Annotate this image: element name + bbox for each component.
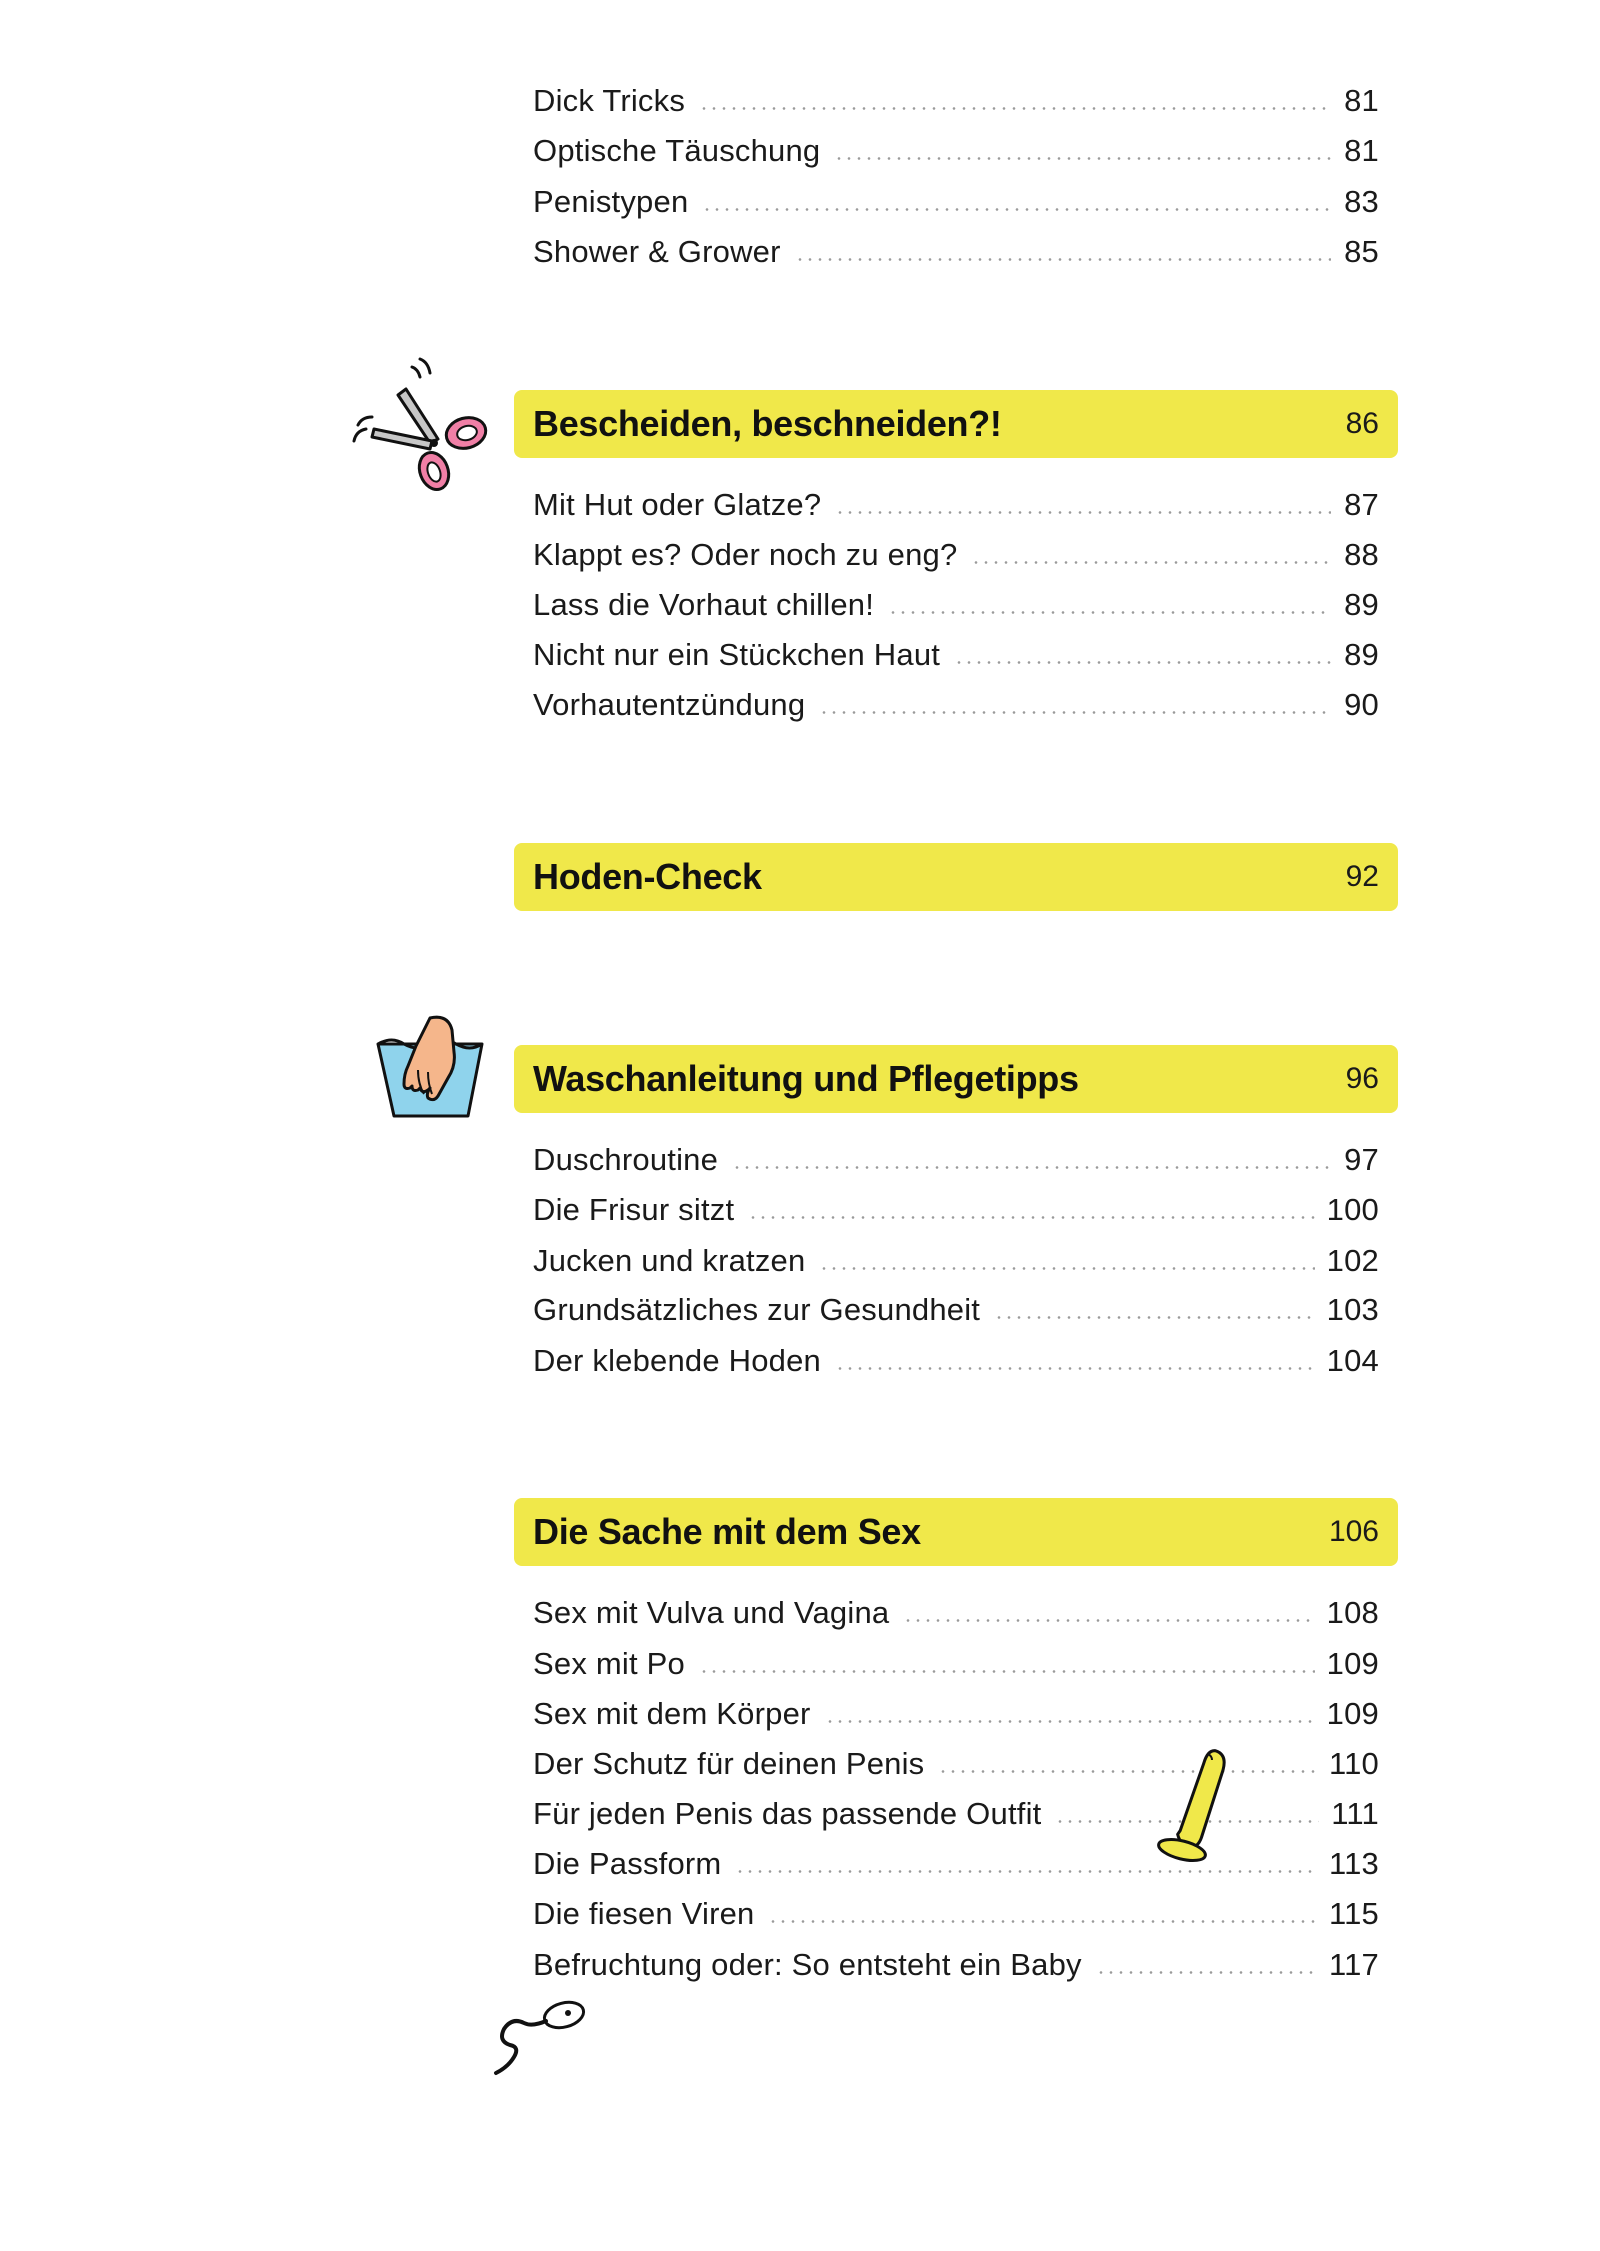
toc-entry[interactable] (533, 126, 1379, 176)
dot-leader (954, 661, 1331, 664)
toc-entry-title: Sex mit dem Körper (533, 1696, 811, 1731)
toc-entry-title: Der klebende Hoden (533, 1343, 821, 1378)
toc-entry-page: 104 (1326, 1343, 1379, 1378)
toc-entry[interactable] (533, 1739, 1379, 1789)
toc-entry-title: Jucken und kratzen (533, 1243, 806, 1278)
dot-leader (699, 107, 1331, 110)
toc-entry-page: 81 (1344, 133, 1379, 168)
toc-entry-title: Penistypen (533, 184, 689, 219)
chapter-title: Die Sache mit dem Sex (533, 1511, 921, 1552)
toc-entry-title: Klappt es? Oder noch zu eng? (533, 537, 958, 572)
toc-entry-page: 110 (1328, 1746, 1379, 1781)
chapter-page: 106 (1328, 1515, 1379, 1548)
toc-entry[interactable] (533, 1889, 1379, 1939)
chapter-title: Waschanleitung und Pflegetipps (533, 1058, 1079, 1099)
dot-leader (732, 1166, 1331, 1169)
toc-entry[interactable] (533, 1285, 1379, 1335)
toc-entry[interactable] (533, 1839, 1379, 1889)
dot-leader (748, 1216, 1314, 1219)
dot-leader (835, 511, 1331, 514)
dot-leader (835, 1367, 1315, 1370)
toc-entry[interactable] (533, 1940, 1379, 1990)
condom-icon (1152, 1744, 1232, 1868)
chapter-page: 92 (1345, 860, 1379, 893)
toc-entry-page: 109 (1326, 1696, 1379, 1731)
toc-entry-page: 115 (1328, 1896, 1379, 1931)
toc-entry-title: Die fiesen Viren (533, 1896, 755, 1931)
dot-leader (819, 711, 1331, 714)
toc-entry-title: Grundsätzliches zur Gesundheit (533, 1292, 981, 1327)
toc-entry-title: Der Schutz für deinen Penis (533, 1746, 925, 1781)
toc-entry-page: 103 (1326, 1292, 1379, 1327)
toc-entry-title: Lass die Vorhaut chillen! (533, 587, 875, 622)
toc-entry[interactable] (533, 1789, 1379, 1839)
toc-entry-page: 90 (1344, 687, 1379, 722)
toc-entry-page: 89 (1344, 637, 1379, 672)
toc-entry[interactable] (533, 1135, 1379, 1185)
toc-entry-page: 87 (1344, 487, 1379, 522)
hand-in-water-basin-icon (372, 1012, 488, 1120)
toc-entry[interactable] (533, 1236, 1379, 1286)
toc-entry[interactable] (533, 1185, 1379, 1235)
toc-entry-title: Duschroutine (533, 1142, 719, 1177)
toc-entry[interactable] (533, 1588, 1379, 1638)
chapter-heading[interactable] (514, 390, 1398, 458)
dot-leader (834, 157, 1331, 160)
toc-entry[interactable] (533, 76, 1379, 126)
toc-entry[interactable] (533, 530, 1379, 580)
dot-leader (819, 1267, 1314, 1270)
toc-entry-page: 97 (1344, 1142, 1379, 1177)
dot-leader (768, 1920, 1316, 1923)
sperm-icon (486, 1995, 590, 2081)
dot-leader (735, 1870, 1317, 1873)
toc-entry-page: 88 (1344, 537, 1379, 572)
chapter-title: Hoden-Check (533, 856, 762, 897)
dot-leader (903, 1619, 1314, 1622)
chapter-page: 96 (1345, 1062, 1379, 1095)
dot-leader (888, 611, 1331, 614)
toc-entry[interactable] (533, 630, 1379, 680)
toc-entry-title: Befruchtung oder: So entsteht ein Baby (533, 1947, 1082, 1982)
toc-entry-title: Die Passform (533, 1846, 722, 1881)
toc-entry-title: Dick Tricks (533, 83, 686, 118)
toc-entry[interactable] (533, 1336, 1379, 1386)
toc-entry-page: 89 (1344, 587, 1379, 622)
toc-entry[interactable] (533, 480, 1379, 530)
toc-entry-title: Sex mit Po (533, 1646, 685, 1681)
toc-entry-title: Optische Täuschung (533, 133, 821, 168)
dot-leader (971, 561, 1331, 564)
toc-entry-page: 102 (1326, 1243, 1379, 1278)
toc-entry-page: 117 (1328, 1947, 1379, 1982)
dot-leader (1096, 1971, 1317, 1974)
toc-entry[interactable] (533, 227, 1379, 277)
toc-entry-title: Sex mit Vulva und Vagina (533, 1595, 890, 1630)
chapter-page: 86 (1345, 407, 1379, 440)
toc-entry-title: Nicht nur ein Stückchen Haut (533, 637, 941, 672)
dot-leader (938, 1770, 1317, 1773)
toc-entry-title: Für jeden Penis das passende Outfit (533, 1796, 1042, 1831)
chapter-heading[interactable] (514, 843, 1398, 911)
toc-entry-page: 81 (1344, 83, 1379, 118)
toc-entry[interactable] (533, 1689, 1379, 1739)
chapter-heading[interactable] (514, 1045, 1398, 1113)
toc-entry-title: Mit Hut oder Glatze? (533, 487, 822, 522)
toc-entry-page: 83 (1344, 184, 1379, 219)
scissors-icon (350, 355, 500, 495)
toc-entry-title: Shower & Grower (533, 234, 781, 269)
toc-entry-page: 85 (1344, 234, 1379, 269)
dot-leader (994, 1316, 1315, 1319)
toc-entry-page: 108 (1326, 1595, 1379, 1630)
dot-leader (702, 208, 1331, 211)
toc-entry-page: 109 (1326, 1646, 1379, 1681)
toc-entry[interactable] (533, 580, 1379, 630)
toc-entry-title: Vorhautentzündung (533, 687, 806, 722)
dot-leader (795, 258, 1331, 261)
toc-entry[interactable] (533, 177, 1379, 227)
dot-leader (699, 1670, 1315, 1673)
chapter-title: Bescheiden, beschneiden?! (533, 403, 1002, 444)
chapter-heading[interactable] (514, 1498, 1398, 1566)
toc-entry-page: 100 (1326, 1192, 1379, 1227)
toc-entry-title: Die Frisur sitzt (533, 1192, 735, 1227)
toc-entry-page: 111 (1331, 1796, 1379, 1831)
dot-leader (825, 1720, 1315, 1723)
toc-entry[interactable] (533, 1639, 1379, 1689)
toc-entry-page: 113 (1328, 1846, 1379, 1881)
toc-entry[interactable] (533, 680, 1379, 730)
